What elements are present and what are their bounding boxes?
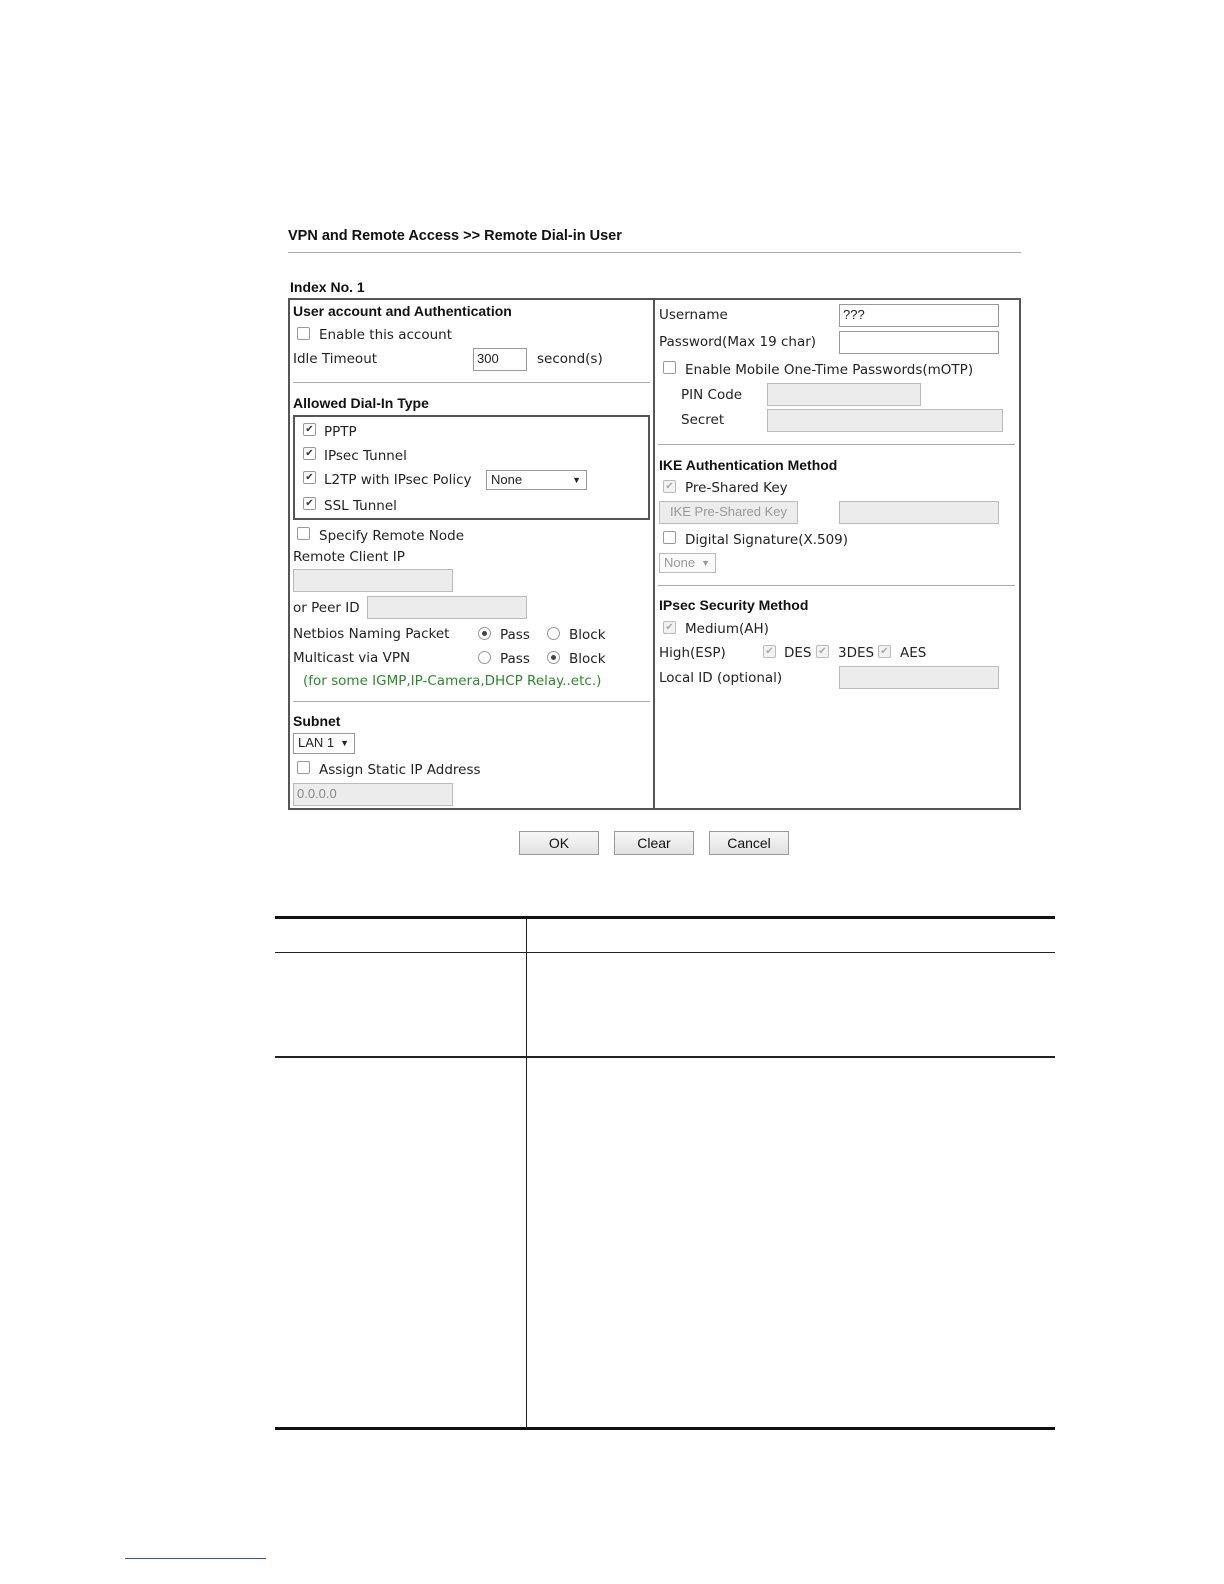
subnet-select[interactable] xyxy=(293,733,355,754)
des-label: DES xyxy=(784,645,812,661)
secret-label: Secret xyxy=(681,412,725,428)
des-checkbox[interactable]: ✔ xyxy=(763,645,776,658)
ike-psk-input[interactable] xyxy=(839,501,999,524)
footer-link-underline xyxy=(125,1558,266,1559)
pin-code-label: PIN Code xyxy=(681,387,743,403)
remote-client-ip-label: Remote Client IP xyxy=(293,549,405,565)
multicast-block-label: Block xyxy=(569,651,606,667)
l2tp-checkbox[interactable]: ✔ xyxy=(303,471,316,484)
high-esp-label: High(ESP) xyxy=(659,645,726,661)
table-bottom-rule xyxy=(275,1427,1055,1430)
multicast-block-radio[interactable] xyxy=(547,651,560,664)
pre-shared-label: Pre-Shared Key xyxy=(685,480,788,496)
medium-ah-checkbox[interactable]: ✔ xyxy=(663,621,676,634)
motp-checkbox[interactable] xyxy=(663,361,676,374)
netbios-label: Netbios Naming Packet xyxy=(293,626,450,642)
ike-header: IKE Authentication Method xyxy=(659,457,838,473)
clear-button[interactable]: Clear xyxy=(614,831,694,855)
idle-timeout-input[interactable]: 300 xyxy=(473,348,527,371)
digital-signature-label: Digital Signature(X.509) xyxy=(685,532,849,548)
section-divider xyxy=(293,382,650,383)
table-header-rule xyxy=(275,952,1055,953)
pre-shared-checkbox[interactable]: ✔ xyxy=(663,480,676,493)
idle-timeout-label: Idle Timeout xyxy=(293,351,378,367)
medium-ah-label: Medium(AH) xyxy=(685,621,769,637)
username-label: Username xyxy=(659,307,728,323)
pin-code-input[interactable] xyxy=(767,383,921,406)
ipsec-tunnel-label: IPsec Tunnel xyxy=(324,448,407,464)
l2tp-policy-value: None xyxy=(491,472,523,487)
pptp-checkbox[interactable]: ✔ xyxy=(303,423,316,436)
chevron-down-icon: ▼ xyxy=(340,738,349,748)
chevron-down-icon: ▼ xyxy=(701,558,710,568)
ssl-tunnel-label: SSL Tunnel xyxy=(324,498,397,514)
ipsec-header: IPsec Security Method xyxy=(659,597,809,613)
multicast-pass-radio[interactable] xyxy=(478,651,491,664)
assign-static-label: Assign Static IP Address xyxy=(319,762,481,778)
ike-psk-button[interactable]: IKE Pre-Shared Key xyxy=(659,501,798,524)
multicast-pass-label: Pass xyxy=(500,651,530,667)
aes-label: AES xyxy=(900,645,927,661)
digital-signature-value: None xyxy=(664,555,696,570)
ssl-tunnel-checkbox[interactable]: ✔ xyxy=(303,497,316,510)
index-label: Index No. 1 xyxy=(290,279,365,295)
l2tp-label: L2TP with IPsec Policy xyxy=(324,472,472,488)
table-column-divider xyxy=(526,918,527,1429)
assign-static-checkbox[interactable] xyxy=(297,761,310,774)
netbios-pass-label: Pass xyxy=(500,627,530,643)
cancel-button[interactable]: Cancel xyxy=(709,831,789,855)
multicast-note: (for some IGMP,IP-Camera,DHCP Relay..etc.) xyxy=(303,673,602,689)
ok-button[interactable]: OK xyxy=(519,831,599,855)
local-id-input[interactable] xyxy=(839,666,999,689)
password-input[interactable] xyxy=(839,331,999,354)
account-header: User account and Authentication xyxy=(293,303,512,319)
section-divider xyxy=(658,585,1015,586)
section-divider xyxy=(293,701,650,702)
netbios-pass-radio[interactable] xyxy=(478,627,491,640)
static-ip-input[interactable]: 0.0.0.0 xyxy=(293,783,453,806)
l2tp-policy-select[interactable] xyxy=(486,470,587,490)
table-row-rule xyxy=(275,1056,1055,1058)
3des-checkbox[interactable]: ✔ xyxy=(816,645,829,658)
peer-id-input[interactable] xyxy=(367,596,527,619)
section-divider xyxy=(658,444,1015,445)
form-column-divider xyxy=(653,298,655,810)
breadcrumb-divider xyxy=(288,252,1021,253)
digital-signature-select[interactable] xyxy=(659,553,716,573)
specify-remote-label: Specify Remote Node xyxy=(319,528,465,544)
subnet-value: LAN 1 xyxy=(298,735,335,750)
specify-remote-checkbox[interactable] xyxy=(297,527,310,540)
aes-checkbox[interactable]: ✔ xyxy=(878,645,891,658)
3des-label: 3DES xyxy=(838,645,875,661)
enable-account-label: Enable this account xyxy=(319,327,452,343)
username-input[interactable]: ??? xyxy=(839,304,999,327)
digital-signature-checkbox[interactable] xyxy=(663,531,676,544)
motp-label: Enable Mobile One-Time Passwords(mOTP) xyxy=(685,362,974,378)
netbios-block-label: Block xyxy=(569,627,606,643)
password-label: Password(Max 19 char) xyxy=(659,334,817,350)
secret-input[interactable] xyxy=(767,409,1003,432)
peer-id-label: or Peer ID xyxy=(293,600,360,616)
netbios-block-radio[interactable] xyxy=(547,627,560,640)
pptp-label: PPTP xyxy=(324,424,357,440)
chevron-down-icon: ▼ xyxy=(572,475,581,485)
table-top-rule xyxy=(275,916,1055,919)
subnet-header: Subnet xyxy=(293,713,341,729)
dialin-header: Allowed Dial-In Type xyxy=(293,395,429,411)
idle-timeout-unit: second(s) xyxy=(537,351,603,367)
remote-client-ip-input[interactable] xyxy=(293,569,453,592)
ipsec-tunnel-checkbox[interactable]: ✔ xyxy=(303,447,316,460)
local-id-label: Local ID (optional) xyxy=(659,670,783,686)
breadcrumb: VPN and Remote Access >> Remote Dial-in User xyxy=(288,228,622,244)
enable-account-checkbox[interactable] xyxy=(297,327,310,340)
multicast-label: Multicast via VPN xyxy=(293,650,411,666)
